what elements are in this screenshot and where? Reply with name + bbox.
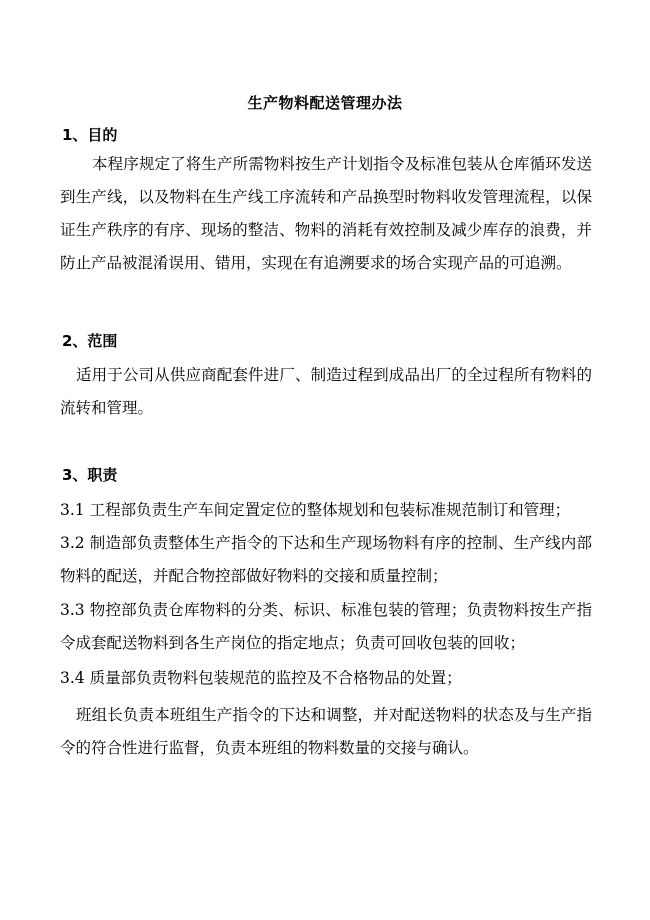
section-purpose-heading: 1、目的 — [62, 126, 118, 144]
duty-item-team-leader: 班组长负责本班组生产指令的下达和调整，并对配送物料的状态及与生产指令的符合性进行监督，负责本班组的物料数量的交接与确认。 — [60, 706, 592, 757]
duty-item-3-3: 3.3 物控部负责仓库物料的分类、标识、标准包装的管理；负责物料按生产指令成套配送物料到各生产岗位的指定地点；负责可回收包装的回收； — [60, 601, 592, 652]
section-scope-body: 适用于公司从供应商配套件进厂、制造过程到成品出厂的全过程所有物料的流转和管理。 — [60, 366, 592, 417]
section-purpose-body: 本程序规定了将生产所需物料按生产计划指令及标准包装从仓库循环发送到生产线，以及物料在生产线工序流转和产品换型时物料收发管理流程，以保证生产秩序的有序、现场的整洁、物料的消耗有效控制及减少库存的浪费，并防止产品被混淆误用、错用，实现在有追溯要求的场合实现产品的可追溯。 — [60, 155, 592, 272]
section-scope-heading: 2、范围 — [62, 332, 118, 350]
duty-item-3-4: 3.4 质量部负责物料包装规范的监控及不合格物品的处置； — [60, 669, 462, 687]
section-duties-heading: 3、职责 — [62, 466, 118, 484]
duty-item-3-2: 3.2 制造部负责整体生产指令的下达和生产现场物料有序的控制、生产线内部物料的配送，并配合物控部做好物料的交接和质量控制； — [60, 534, 592, 585]
duty-item-3-1: 3.1 工程部负责生产车间定置定位的整体规划和包装标准规范制订和管理； — [60, 501, 571, 519]
document-title: 生产物料配送管理办法 — [247, 94, 403, 112]
